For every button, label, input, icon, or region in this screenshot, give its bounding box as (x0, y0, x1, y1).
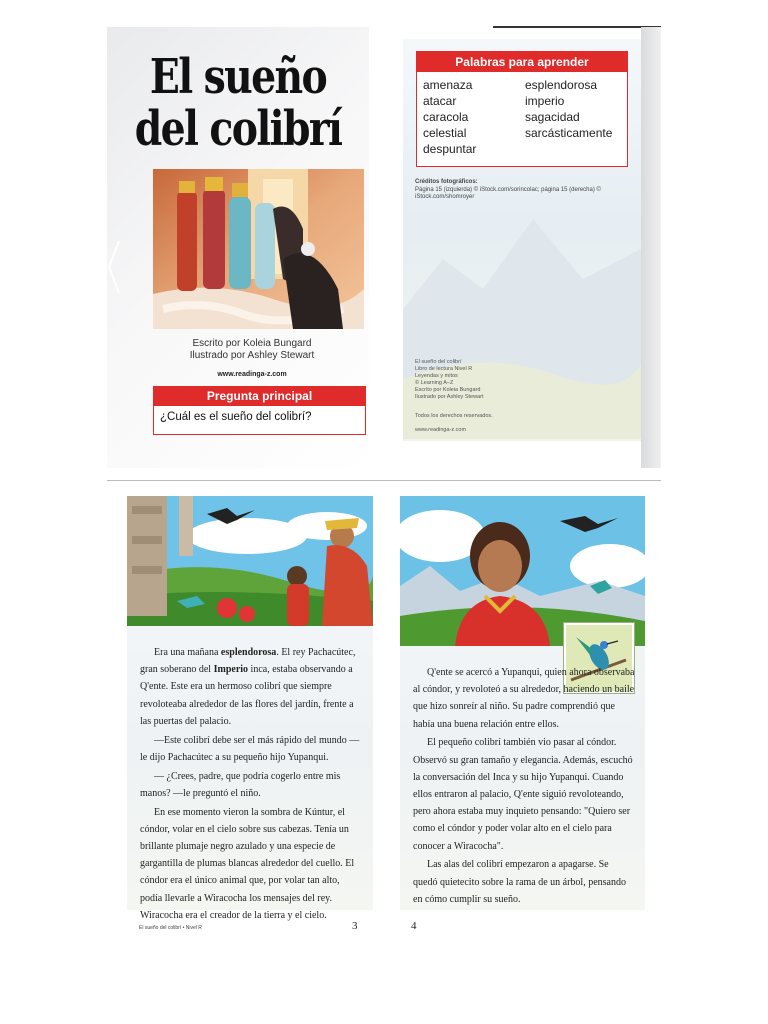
page-4-text (413, 664, 635, 910)
spread-divider (107, 480, 661, 481)
written-by: Escrito por Koleia Bungard (192, 338, 312, 349)
vocab-word: sagacidad (525, 110, 580, 124)
story-page-3 (127, 496, 373, 921)
page-footer: El sueño del colibrí • Nivel R (139, 925, 202, 931)
vocab-word: atacar (423, 94, 457, 108)
vocab-highlight: esplendorosa (220, 647, 277, 658)
page-number-4: 4 (411, 920, 417, 932)
vocab-highlight: Imperio (213, 664, 249, 676)
rights-reserved: Todos los derechos reservados. (415, 413, 493, 419)
mountain-background (403, 186, 641, 439)
cover-illustration (153, 169, 364, 329)
book-title-line-2: del colibrí (134, 101, 342, 157)
focus-question-box (153, 386, 366, 435)
illustrated-by: Ilustrado por Ashley Stewart (189, 350, 315, 361)
cover-url: www.readinga-z.com (217, 371, 287, 378)
top-edge-line (493, 26, 661, 28)
vocabulary-box (416, 51, 628, 167)
cover-credits (177, 338, 327, 362)
prev-page-chevron-icon[interactable] (107, 237, 123, 297)
vocab-word: imperio (525, 94, 565, 108)
book-title-line-1: El sueño (149, 49, 327, 105)
paragraph: En ese momento vieron la sombra de Kúntur, el cóndor, volar en el cielo sobre sus cabezas. Tenía un brillante plumaje negro azulado y una especie de gargantilla de plumas blancas alrededor del cuello. El cóndor era el único animal que, por volar tan alto, podía llevarle a Wiracocha los mensajes del rey. Wiracocha era el creador de la tierra y el cielo. (140, 806, 355, 921)
vocab-word: sarcásticamente (525, 126, 613, 140)
legal-page (403, 39, 641, 441)
imprint-line: Libro de lectura Nivel R (415, 366, 473, 372)
text-run: inca, estaba observando a Q'ente. Este era un hermoso colibrí que siempre revoloteaba alrededor de las flores del jardín, frente a las puertas del palacio. (140, 664, 354, 727)
imprint-block (415, 359, 630, 401)
imprint-line: El sueño del colibrí (415, 359, 462, 365)
paragraph: Las alas del colibrí empezaron a apagarse. Se quedó quietecito sobre la rama de un árbol, pensando en cómo cumplir su sueño. (413, 859, 626, 905)
imprint-line: © Learning A–Z (415, 380, 454, 386)
imprint-line: Escrito por Koleia Bungard (415, 387, 481, 393)
vocab-word: despuntar (423, 142, 477, 156)
story-page-4 (400, 496, 645, 910)
page-edge-shadow (641, 27, 661, 468)
paragraph: El pequeño colibrí también vio pasar al cóndor. Observó su gran tamaño y elegancia. Además, escuchó la conversación del Inca y su hijo Yupanqui. Cuando ellos entraron al palacio, Q'ente siguió revoloteando, pero ahora estaba muy inquieto pensando: "Quiero ser como el cóndor y poder volar alto en el cielo para conocer a Wiracocha". (413, 737, 633, 852)
paragraph (140, 644, 362, 730)
vocabulary-heading: Palabras para aprender (417, 52, 627, 72)
cover-page (107, 27, 369, 468)
photo-credits-text: Página 15 (izquierda) © iStock.com/sorincolac; página 15 (derecha) © iStock.com/shomroyer (415, 186, 601, 200)
imprint-line: Ilustrado por Ashley Stewart (415, 394, 484, 400)
paragraph: —Este colibrí debe ser el más rápido del mundo —le dijo Pachacútec a su pequeño hijo Yupanqui. (140, 734, 360, 763)
paragraph: — ¿Crees, padre, que podría cogerlo entre mis manos? —le preguntó el niño. (140, 770, 341, 799)
focus-question-heading: Pregunta principal (154, 387, 365, 406)
page-number-3: 3 (352, 920, 358, 932)
photo-credits-label: Créditos fotográficos: (415, 179, 478, 185)
book-title (131, 51, 346, 155)
vocab-word: esplendorosa (525, 78, 598, 92)
vocab-word: caracola (423, 110, 469, 124)
text-run: . El rey Pachacútec, gran soberano del (140, 647, 356, 676)
page-3-text (140, 644, 362, 926)
photo-credits (415, 179, 630, 202)
paragraph: Q'ente se acercó a Yupanqui, quien ahora observaba al cóndor, y revoloteó a su alrededor, haciendo un baile que hizo sonreír al niño. Su padre comprendió que había una buena relación entre ellos. (413, 667, 635, 730)
imprint-url: www.readinga-z.com (415, 427, 467, 433)
vocab-word: amenaza (423, 78, 473, 92)
text-run: Era una mañana (154, 647, 221, 658)
imprint-line: Leyendas y mitos (415, 373, 458, 379)
vocab-word: celestial (423, 126, 467, 140)
page-3-illustration (127, 496, 373, 626)
focus-question-text: ¿Cuál es el sueño del colibrí? (160, 411, 312, 423)
